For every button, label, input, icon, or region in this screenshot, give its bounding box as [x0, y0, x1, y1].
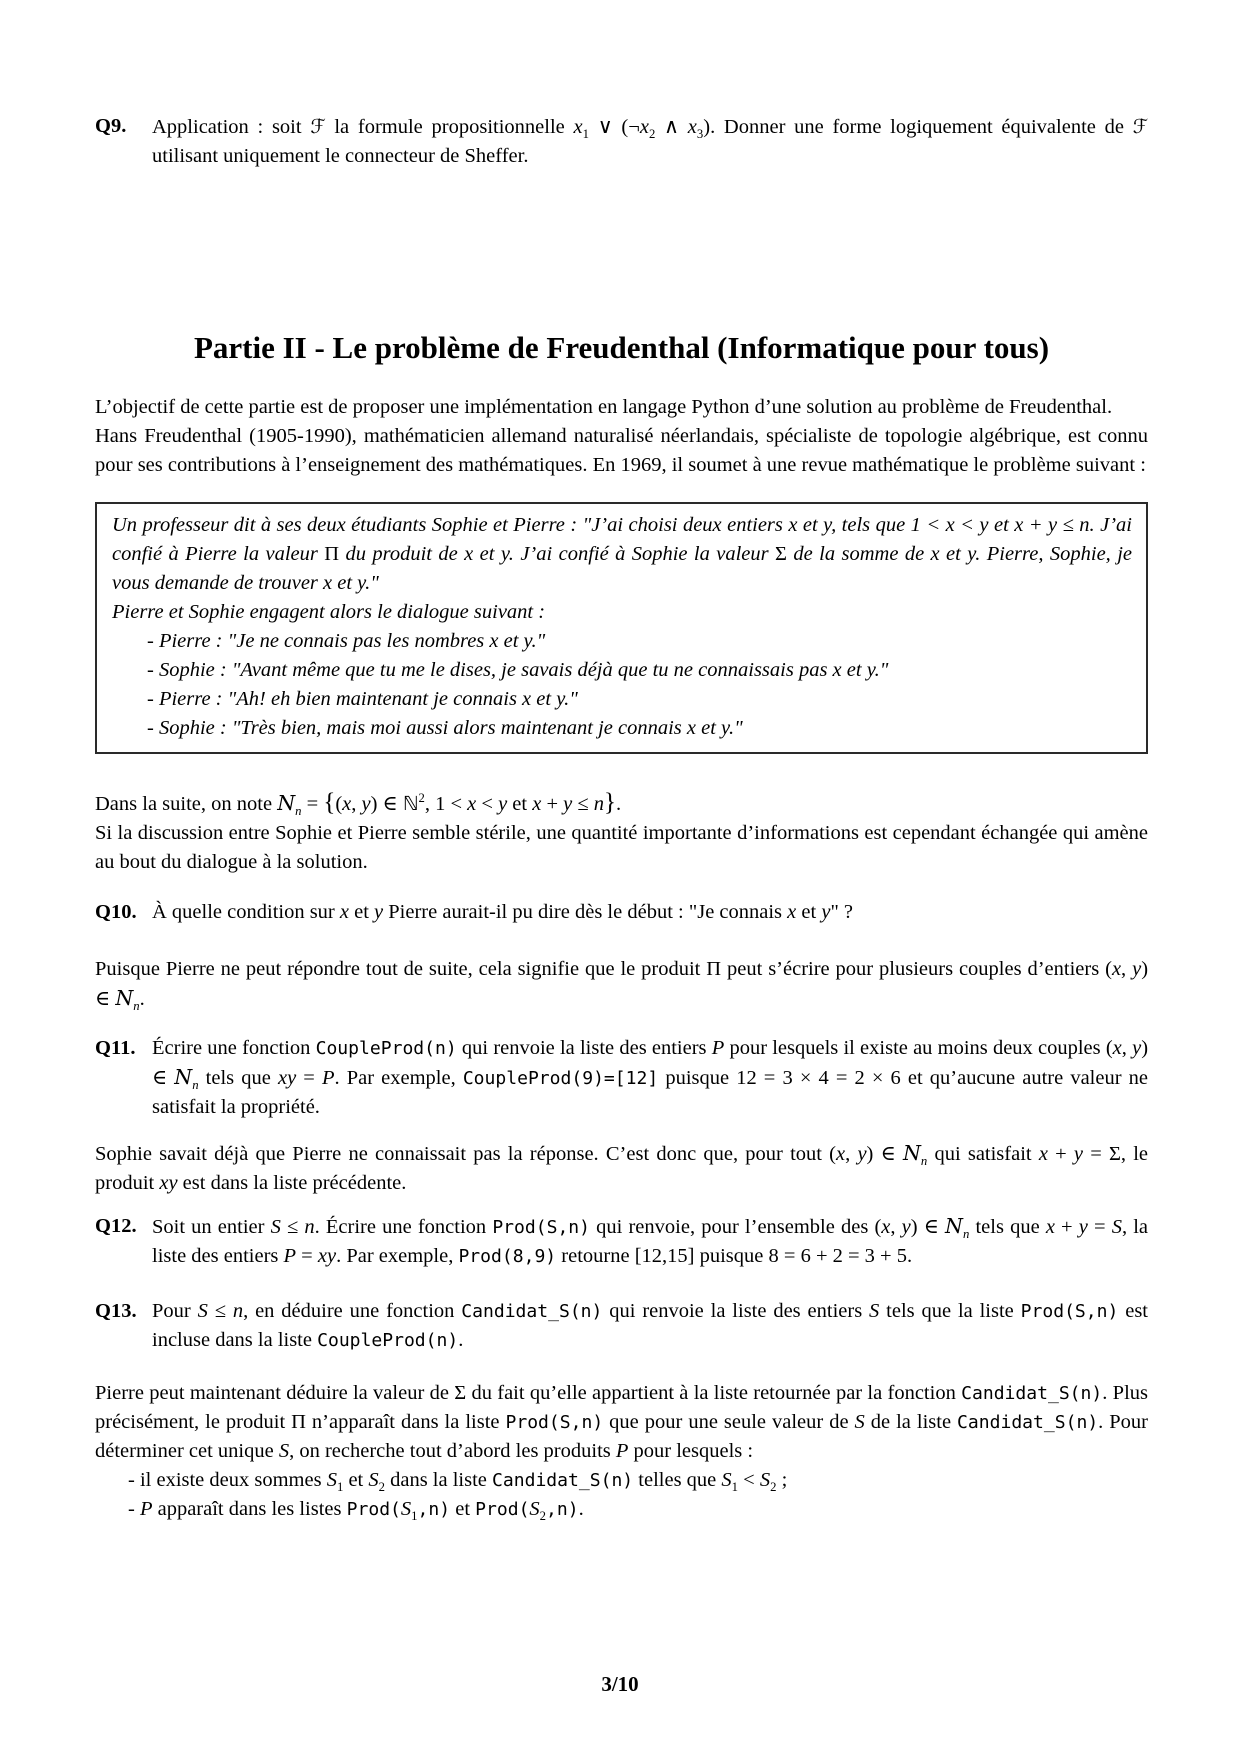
- intro-paragraph-2: [95, 422, 1148, 480]
- text-segment: P: [283, 1245, 297, 1267]
- text-segment: 2: [418, 791, 425, 806]
- closing-paragraph: [95, 1379, 1148, 1466]
- text-segment: =: [1087, 1216, 1112, 1238]
- text-segment: , en déduire une fonction: [243, 1300, 462, 1322]
- text-segment: S: [869, 1300, 880, 1322]
- question-q11: [95, 1034, 1148, 1122]
- text-segment: =: [296, 1245, 318, 1267]
- text-segment: n: [304, 1216, 315, 1238]
- text-segment: - Pierre : "Ah! eh bien maintenant je connais x et y.": [147, 688, 578, 710]
- text-segment: L’objectif de cette partie est de proposer une implémentation en langage Python d’une solution au problème de Freudenthal.: [95, 396, 1113, 418]
- text-segment: S: [270, 1216, 281, 1238]
- text-segment: CoupleProd(9)=[12]: [462, 1068, 659, 1089]
- text-segment: Candidat_S(n): [492, 1470, 634, 1491]
- dialogue-line-pierre-2: [112, 685, 1132, 714]
- text-segment: x: [1038, 1143, 1048, 1165]
- text-segment: x: [342, 793, 352, 815]
- text-segment: (: [335, 793, 343, 815]
- text-segment: 1: [582, 127, 589, 142]
- text-segment: À quelle condition sur: [152, 901, 340, 923]
- text-segment: - Pierre : "Je ne connais pas les nombres x et y.": [147, 630, 546, 652]
- text-segment: de la somme de x et y. Pierre, Sophie, je vous demande de trouver x et y.": [112, 543, 1132, 594]
- text-segment: dans la liste: [384, 1469, 493, 1491]
- text-segment: x: [881, 1216, 891, 1238]
- text-segment: tels que: [198, 1067, 278, 1089]
- text-segment: N: [902, 1141, 921, 1165]
- text-segment: 2: [648, 127, 656, 142]
- dialogue-line-pierre-1: [112, 627, 1132, 656]
- text-segment: , la liste des entiers: [152, 1216, 1149, 1267]
- text-segment: S: [854, 1411, 865, 1433]
- text-segment: 1: [336, 1480, 344, 1495]
- text-segment: ≤: [207, 1300, 233, 1322]
- text-segment: x: [1112, 1037, 1122, 1059]
- text-segment: y: [361, 793, 371, 815]
- criteria-item-2: [95, 1495, 1148, 1524]
- question-q12-text: [152, 1212, 1148, 1271]
- text-segment: est incluse dans la liste: [152, 1300, 1148, 1351]
- text-segment: S: [368, 1469, 379, 1491]
- text-segment: +: [1054, 1216, 1079, 1238]
- text-segment: , on recherche tout d’abord les produits: [289, 1440, 616, 1462]
- text-segment: 1: [731, 1480, 739, 1495]
- text-segment: pour lesquels :: [628, 1440, 754, 1462]
- question-q12-label: Q12.: [95, 1215, 137, 1237]
- text-segment: 3: [696, 127, 704, 142]
- text-segment: n: [232, 1300, 244, 1322]
- text-segment: tels que la liste: [879, 1300, 1021, 1322]
- intro-section: [95, 393, 1148, 480]
- text-segment: n: [593, 793, 605, 815]
- text-segment: Hans Freudenthal (1905-1990), mathématicien allemand naturalisé néerlandais, spécialiste de topologie algébrique, est connu pour ses contributions à l’enseignement des mathématiques. En 1969, il soumet à une revue mathématique le problème suivant :: [95, 425, 1148, 476]
- text-segment: =: [301, 793, 324, 815]
- text-segment: 2: [539, 1509, 547, 1524]
- text-segment: qui renvoie la liste des entiers: [602, 1300, 870, 1322]
- text-segment: Prod(8,9): [458, 1246, 557, 1267]
- text-segment: x: [467, 793, 477, 815]
- text-segment: x: [573, 116, 583, 138]
- text-segment: y: [1073, 1143, 1083, 1165]
- text-segment: apparaît dans les listes: [152, 1498, 347, 1520]
- text-segment: -: [128, 1498, 140, 1520]
- text-segment: ≤: [572, 793, 594, 815]
- text-segment: S: [400, 1498, 412, 1520]
- text-segment: n: [962, 1227, 970, 1242]
- box-paragraph-1: [112, 511, 1132, 598]
- text-segment: . Plus précisément, le produit Π n’apparaît dans la liste: [95, 1382, 1148, 1433]
- text-segment: <: [476, 793, 499, 815]
- text-segment: tels que: [969, 1216, 1046, 1238]
- text-segment: qui renvoie la liste des entiers: [456, 1037, 712, 1059]
- text-segment: Pierre et Sophie engagent alors le dialogue suivant :: [112, 601, 546, 623]
- text-segment: ) ∈: [866, 1143, 903, 1165]
- text-segment: x: [532, 793, 542, 815]
- question-q9-text: [152, 112, 1148, 171]
- text-segment: CoupleProd(n): [317, 1330, 459, 1351]
- text-segment: Soit un entier: [152, 1216, 271, 1238]
- text-segment: x: [339, 901, 349, 923]
- text-segment: y: [1132, 1037, 1142, 1059]
- text-segment: S: [278, 1440, 290, 1462]
- text-segment: P: [321, 1067, 335, 1089]
- text-segment: . Par exemple,: [334, 1067, 463, 1089]
- text-segment: ,n): [546, 1499, 579, 1520]
- text-segment: xy: [277, 1067, 297, 1089]
- text-segment: xy: [159, 1172, 178, 1194]
- text-segment: y: [498, 793, 508, 815]
- text-segment: qui renvoie, pour l’ensemble des (: [590, 1216, 882, 1238]
- text-segment: ∨ (¬: [588, 116, 640, 138]
- text-segment: Un professeur dit à ses deux étudiants Sophie et Pierre : "J’ai choisi deux entiers x et y, tels que 1 < x < y et x + y ≤ n. J’ai confié à Pierre la valeur: [112, 514, 1132, 565]
- text-segment: y: [1078, 1216, 1088, 1238]
- text-segment: Candidat_S(n): [957, 1412, 1099, 1433]
- text-segment: y: [1132, 958, 1142, 980]
- text-segment: et: [796, 901, 822, 923]
- text-segment: Sophie savait déjà que Pierre ne connaissait pas la réponse. C’est donc que, pour tout (: [95, 1143, 836, 1165]
- text-segment: ,: [351, 793, 362, 815]
- text-segment: pour lesquels il existe au moins deux couples (: [724, 1037, 1113, 1059]
- text-segment: " ?: [830, 901, 854, 923]
- text-segment: est dans la liste précédente.: [177, 1172, 407, 1194]
- text-segment: y: [374, 901, 384, 923]
- text-segment: - Sophie : "Avant même que tu me le dises, je savais déjà que tu ne connaissais pas x et y.": [147, 659, 889, 681]
- text-segment: Π: [324, 543, 340, 565]
- question-q13: [95, 1297, 1148, 1355]
- text-segment: S: [721, 1469, 732, 1491]
- box-paragraph-2: [112, 598, 1132, 627]
- text-segment: telles que: [633, 1469, 722, 1491]
- problem-statement-box: [95, 502, 1148, 754]
- text-segment: S: [529, 1498, 540, 1520]
- text-segment: ,: [890, 1216, 902, 1238]
- text-segment: Pierre peut maintenant déduire la valeur de Σ du fait qu’elle appartient à la liste retournée par la fonction: [95, 1382, 962, 1404]
- part-title: Partie II - Le problème de Freudenthal (Informatique pour tous): [193, 330, 1050, 365]
- text-segment: n: [133, 999, 140, 1014]
- text-segment: <: [738, 1469, 760, 1491]
- text-segment: y: [901, 1216, 911, 1238]
- text-segment: ℱ: [310, 115, 326, 138]
- text-segment: ) ∈: [910, 1216, 946, 1238]
- text-segment: Σ: [775, 543, 787, 565]
- text-segment: et: [343, 1469, 369, 1491]
- question-q10-text: [152, 898, 1148, 927]
- notation-comment: [95, 819, 1148, 877]
- text-segment: n: [192, 1078, 199, 1093]
- text-segment: n: [295, 804, 302, 819]
- question-q13-label: Q13.: [95, 1300, 137, 1322]
- text-segment: Si la discussion entre Sophie et Pierre semble stérile, une quantité importante d’informations est cependant échangée qui amène au bout du dialogue à la solution.: [95, 822, 1148, 873]
- question-q11-text: [152, 1034, 1148, 1122]
- text-segment: Prod(S,n): [1020, 1301, 1119, 1322]
- text-segment: ,: [1121, 958, 1133, 980]
- text-segment: ) ∈: [152, 1037, 1149, 1089]
- page-number: 3/10: [601, 1672, 639, 1696]
- text-segment: +: [1047, 1143, 1074, 1165]
- question-q9: [95, 112, 1148, 171]
- notation-note: [95, 789, 1148, 877]
- text-segment: .: [458, 1329, 464, 1351]
- text-segment: utilisant uniquement le connecteur de Sheffer.: [152, 145, 529, 167]
- text-segment: - il existe deux sommes: [128, 1469, 327, 1491]
- text-segment: S: [1111, 1216, 1122, 1238]
- text-segment: N: [277, 791, 296, 815]
- question-q10: [95, 898, 1148, 927]
- text-segment: ) ∈: [370, 793, 403, 815]
- text-segment: , 1 <: [424, 793, 468, 815]
- text-segment: P: [139, 1498, 153, 1520]
- text-segment: = Σ, le produit: [95, 1143, 1149, 1194]
- text-segment: 2: [770, 1480, 777, 1495]
- question-q10-label: Q10.: [95, 901, 137, 923]
- text-segment: ℱ: [1132, 115, 1148, 138]
- text-segment: x: [1045, 1216, 1055, 1238]
- text-segment: +: [541, 793, 564, 815]
- text-segment: ∧: [655, 116, 688, 138]
- text-segment: . Par exemple,: [336, 1245, 459, 1267]
- dialogue-line-sophie-1: [112, 656, 1132, 685]
- text-segment: Prod(: [346, 1499, 401, 1520]
- text-segment: Prod(S,n): [492, 1217, 591, 1238]
- notation-definition: [95, 789, 1148, 819]
- text-segment: ) ∈: [95, 958, 1149, 1010]
- text-segment: }: [604, 789, 617, 816]
- text-segment: la formule propositionnelle: [325, 116, 574, 138]
- text-segment: Application : soit: [152, 116, 311, 138]
- text-segment: x: [836, 1143, 846, 1165]
- text-segment: n: [920, 1154, 928, 1169]
- criteria-list: [95, 1466, 1148, 1524]
- text-segment: que pour une seule valeur de: [603, 1411, 855, 1433]
- text-segment: puisque 12 = 3 × 4 = 2 × 6 et qu’aucune autre valeur ne satisfait la propriété.: [152, 1067, 1148, 1118]
- text-segment: ,: [1121, 1037, 1133, 1059]
- text-segment: ,: [845, 1143, 858, 1165]
- text-segment: xy: [317, 1245, 337, 1267]
- text-segment: Puisque Pierre ne peut répondre tout de suite, cela signifie que le produit Π peut s’écrire pour plusieurs couples d’entiers (: [95, 958, 1112, 980]
- text-segment: ,n): [417, 1499, 451, 1520]
- text-segment: du produit de x et y. J’ai confié à Sophie la valeur: [339, 543, 776, 565]
- text-segment: x: [787, 901, 797, 923]
- text-segment: de la liste: [864, 1411, 958, 1433]
- question-q9-label: Q9.: [95, 115, 127, 137]
- text-segment: Écrire une fonction: [152, 1037, 316, 1059]
- text-segment: x: [639, 116, 649, 138]
- paragraph-after-q10: [95, 955, 1148, 1014]
- text-segment: S: [759, 1469, 771, 1491]
- text-segment: y: [563, 793, 573, 815]
- text-segment: ≤: [280, 1216, 305, 1238]
- text-segment: y: [857, 1143, 867, 1165]
- text-segment: . Écrire une fonction: [314, 1216, 493, 1238]
- text-segment: .: [578, 1498, 584, 1520]
- text-segment: P: [711, 1037, 725, 1059]
- text-segment: Prod(S,n): [505, 1412, 604, 1433]
- question-q13-text: [152, 1297, 1148, 1355]
- text-segment: .: [616, 793, 622, 815]
- intro-paragraph-1: [95, 393, 1148, 422]
- text-segment: x: [1111, 958, 1122, 980]
- text-segment: qui satisfait: [927, 1143, 1039, 1165]
- criteria-item-1: [95, 1466, 1148, 1495]
- text-segment: . Pour déterminer cet unique: [95, 1411, 1149, 1462]
- text-segment: S: [326, 1469, 337, 1491]
- text-segment: Pierre aurait-il pu dire dès le début : "Je connais: [383, 901, 788, 923]
- text-segment: S: [197, 1300, 208, 1322]
- text-segment: Prod(: [475, 1499, 530, 1520]
- text-segment: Dans la suite, on note: [95, 793, 278, 815]
- text-segment: N: [174, 1065, 193, 1089]
- text-segment: Candidat_S(n): [461, 1301, 603, 1322]
- question-q12: [95, 1212, 1148, 1271]
- text-segment: .: [139, 988, 145, 1010]
- text-segment: {: [323, 789, 336, 816]
- text-segment: N: [115, 986, 134, 1010]
- text-segment: 2: [378, 1480, 385, 1495]
- text-segment: ℕ: [402, 792, 419, 815]
- text-segment: Pour: [152, 1300, 198, 1322]
- text-segment: ;: [776, 1469, 788, 1491]
- text-segment: et: [507, 793, 533, 815]
- text-segment: Candidat_S(n): [961, 1383, 1103, 1404]
- text-segment: et: [349, 901, 375, 923]
- text-segment: CoupleProd(n): [315, 1038, 457, 1059]
- dialogue-line-sophie-2: [112, 714, 1132, 743]
- text-segment: P: [615, 1440, 629, 1462]
- text-segment: - Sophie : "Très bien, mais moi aussi alors maintenant je connais x et y.": [147, 717, 743, 739]
- text-segment: N: [945, 1214, 963, 1238]
- text-segment: =: [296, 1067, 322, 1089]
- text-segment: y: [821, 901, 831, 923]
- question-q11-label: Q11.: [95, 1037, 136, 1059]
- text-segment: 1: [411, 1509, 418, 1524]
- text-segment: retourne [12,15] puisque 8 = 6 + 2 = 3 + 5.: [556, 1245, 913, 1267]
- text-segment: ). Donner une forme logiquement équivalente de: [703, 116, 1133, 138]
- text-segment: et: [450, 1498, 476, 1520]
- paragraph-after-q11: [95, 1139, 1148, 1198]
- text-segment: x: [687, 116, 697, 138]
